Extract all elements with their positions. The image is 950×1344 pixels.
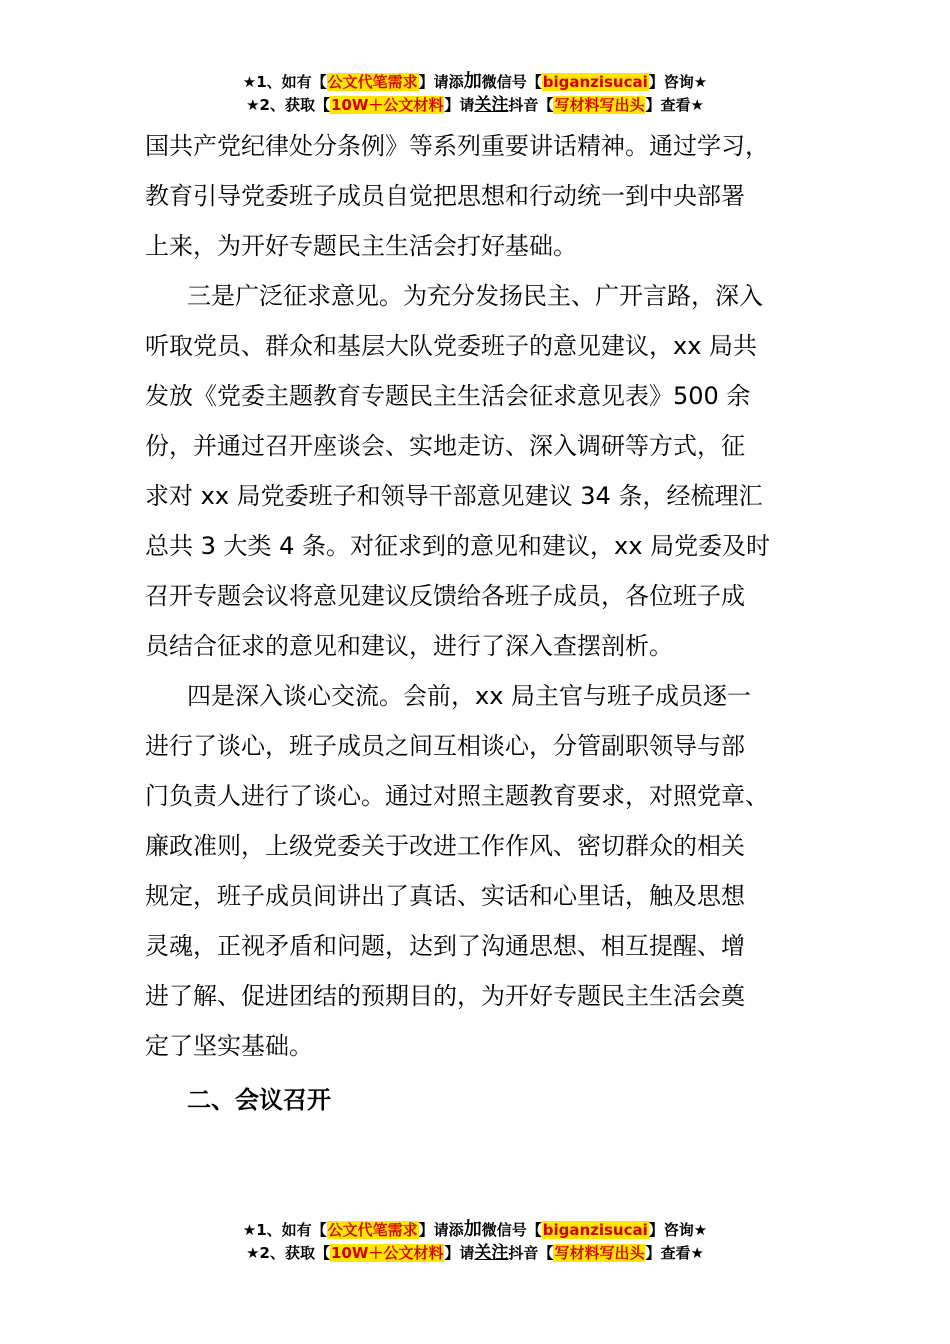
banner-line-2 xyxy=(0,1242,950,1265)
text-line: 员结合征求的意见和建议，进行了深入查摆剖析。 xyxy=(145,632,673,660)
text-line: 听取党员、群众和基层大队党委班子的意见建议，xx 局共 xyxy=(145,332,758,360)
banner-text: 微信号【 xyxy=(481,1221,542,1239)
banner-text: 】请添 xyxy=(418,73,464,91)
text-line: 求对 xx 局党委班子和领导干部意见建议 34 条，经梳理汇 xyxy=(145,482,763,510)
text-line: 定了坚实基础。 xyxy=(145,1032,313,1060)
banner-line-2 xyxy=(0,94,950,117)
banner-text: 】请添 xyxy=(418,1221,464,1239)
banner-emphasis: 加 xyxy=(463,1219,482,1240)
paragraph-start: 四是深入谈心交流。会前，xx 局主官与班子成员逐一 xyxy=(187,682,752,710)
banner-emphasis: 关注 xyxy=(474,95,509,115)
banner-text: 】请 xyxy=(444,1244,475,1262)
text-line: 上来，为开好专题民主生活会打好基础。 xyxy=(145,232,577,260)
banner-text: 抖音【 xyxy=(508,96,554,114)
highlight-service: 公文代笔需求 xyxy=(327,73,418,91)
banner-text: 】查看★ xyxy=(645,96,704,114)
banner-text: ★2、获取【 xyxy=(246,96,330,114)
document-body xyxy=(145,121,805,1125)
banner-text: ★2、获取【 xyxy=(246,1244,330,1262)
highlight-service: 公文代笔需求 xyxy=(327,1221,418,1239)
text-line: 进行了谈心，班子成员之间互相谈心，分管副职领导与部 xyxy=(145,732,745,760)
banner-text: 】咨询★ xyxy=(648,1221,708,1239)
section-heading: 二、会议召开 xyxy=(187,1086,331,1114)
banner-emphasis: 加 xyxy=(463,71,482,92)
text-line: 发放《党委主题教育专题民主生活会征求意见表》500 余 xyxy=(145,382,751,410)
highlight-douyin: 写材料写出头 xyxy=(554,96,645,114)
banner-text: 微信号【 xyxy=(481,73,542,91)
highlight-wechat-id: biganzisucai xyxy=(542,1221,648,1239)
banner-text: ★1、如有【 xyxy=(242,1221,327,1239)
top-banner xyxy=(0,70,950,117)
text-line: 教育引导党委班子成员自觉把思想和行动统一到中央部署 xyxy=(145,182,745,210)
highlight-douyin: 写材料写出头 xyxy=(554,1244,645,1262)
text-line: 份，并通过召开座谈会、实地走访、深入调研等方式，征 xyxy=(145,432,745,460)
banner-line-1 xyxy=(0,70,950,94)
banner-line-1 xyxy=(0,1218,950,1242)
highlight-materials: 10W＋公文材料 xyxy=(330,96,444,114)
text-line: 灵魂，正视矛盾和问题，达到了沟通思想、相互提醒、增 xyxy=(145,932,745,960)
bottom-banner xyxy=(0,1218,950,1265)
text-line: 廉政准则，上级党委关于改进工作作风、密切群众的相关 xyxy=(145,832,745,860)
banner-text: ★1、如有【 xyxy=(242,73,327,91)
highlight-materials: 10W＋公文材料 xyxy=(330,1244,444,1262)
banner-text: 抖音【 xyxy=(508,1244,554,1262)
banner-text: 】请 xyxy=(444,96,475,114)
banner-text: 】咨询★ xyxy=(648,73,708,91)
text-line: 总共 3 大类 4 条。对征求到的意见和建议，xx 局党委及时 xyxy=(145,532,771,560)
text-line: 规定，班子成员间讲出了真话、实话和心里话，触及思想 xyxy=(145,882,745,910)
highlight-wechat-id: biganzisucai xyxy=(542,73,648,91)
text-line: 召开专题会议将意见建议反馈给各班子成员，各位班子成 xyxy=(145,582,745,610)
text-line: 门负责人进行了谈心。通过对照主题教育要求，对照党章、 xyxy=(145,782,769,810)
text-line: 进了解、促进团结的预期目的，为开好专题民主生活会奠 xyxy=(145,982,745,1010)
banner-emphasis: 关注 xyxy=(474,1243,509,1263)
banner-text: 】查看★ xyxy=(645,1244,704,1262)
text-line: 国共产党纪律处分条例》等系列重要讲话精神。通过学习， xyxy=(145,132,769,160)
paragraph-start: 三是广泛征求意见。为充分发扬民主、广开言路，深入 xyxy=(187,282,763,310)
